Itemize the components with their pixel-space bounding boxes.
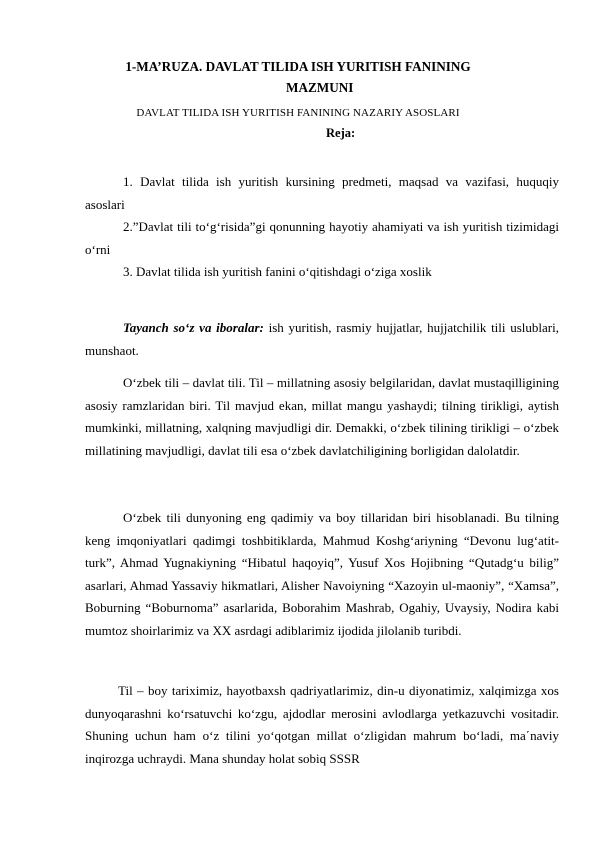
plan-item-1: 1. Davlat tilida ish yuritish kursining predmeti, maqsad va vazifasi, huquqiy asoslari <box>85 174 559 212</box>
body-paragraph-2: O‘zbek tili dunyoning eng qadimiy va boy tillaridan biri hisoblanadi. Bu tilning keng imqoniyatlari qadimgi toshbitiklarda, Mahmud Koshg‘ariyning “Devonu lug‘atit-turk”, Ahmad Yugnakiyning “Hibatul haqoyiq”, Yusuf Xos Hojibning “Qutadg‘u bilig” asarlari, Ahmad Yassaviy hikmatlari, Alisher Navoiyning “Xazoyin ul-maoniy”, “Xamsa”, Boburning “Boburnoma” asarlarida, Boborahim Mashrab, Ogahiy, Uvaysiy, Nodira kabi mumtoz shoirlarimiz va XX asrdagi adiblarimiz ijodida jilolanib turibdi. <box>85 510 559 638</box>
plan-heading: Reja: <box>326 126 356 140</box>
lecture-subtitle: DAVLAT TILIDA ISH YURITISH FANINING NAZARIY ASOSLARI <box>136 107 460 119</box>
body-paragraph-3: Til – boy tariximiz, hayotbaxsh qadriyatlarimiz, din-u diyonatimiz, xalqimizga xos dunyoqarashni ko‘rsatuvchi ko‘zgu, ajdodlar merosini avlodlarga yetkazuvchi vositadir. Shuning uchun ham o‘z tilini yo‘qotgan millat o‘zligidan mahrum bo‘ladi, ma΄naviy inqirozga uchraydi. Mana shunday holat sobiq SSSR <box>85 683 559 766</box>
lecture-title: 1-MA’RUZA. DAVLAT TILIDA ISH YURITISH FANINING <box>125 59 471 74</box>
lecture-title-line2: MAZMUNI <box>286 80 354 95</box>
plan-item-2: 2.”Davlat tili to‘g‘risida”gi qonunning hayotiy ahamiyati va ish yuritish tizimidagi o‘rni <box>85 219 559 257</box>
keywords-text: ish yuritish, rasmiy hujjatlar, hujjatchilik tili uslublari, munshaot. <box>85 320 559 358</box>
keywords-paragraph <box>85 317 559 362</box>
body-paragraph-1: O‘zbek tili – davlat tili. Til – millatning asosiy belgilaridan, davlat mustaqilligining asosiy ramzlaridan biri. Til mavjud ekan, millat mangu yashaydi; tilning tirikligi, aytish mumkinki, millatning, xalqning mavjudligi dir. Demakki, o‘zbek tilining tirikligi – o‘zbek millatining mavjudligi, davlat tili esa o‘zbek davlatchiligining borligidan dalolatdir. <box>85 375 559 458</box>
plan-item-3: 3. Davlat tilida ish yuritish fanini o‘qitishdagi o‘ziga xoslik <box>123 264 432 279</box>
keywords-label: Tayanch so‘z va iboralar: <box>123 320 264 335</box>
